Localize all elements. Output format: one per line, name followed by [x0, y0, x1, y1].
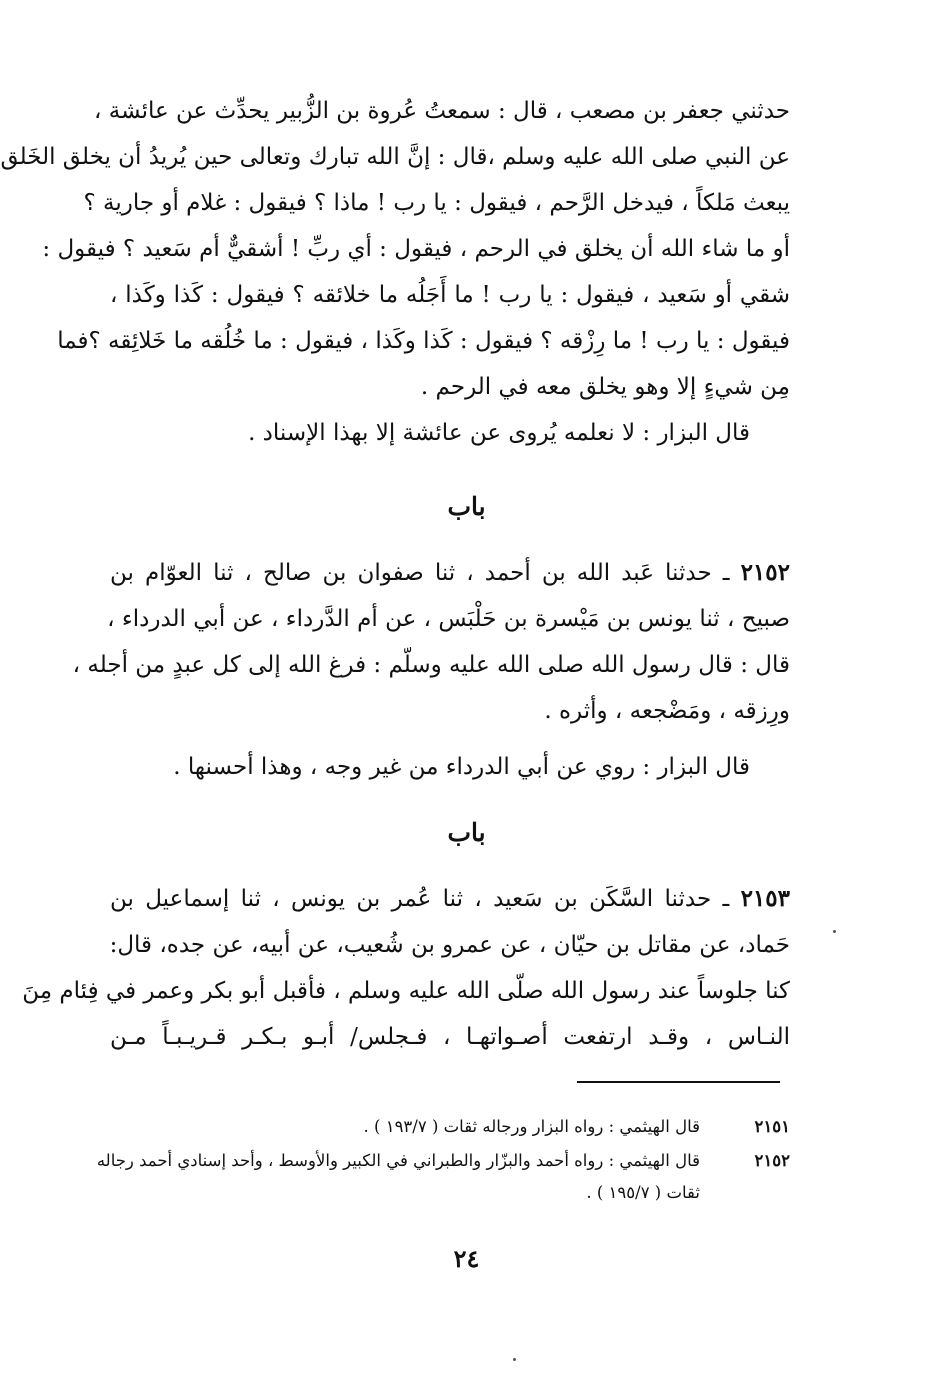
bazzar-note: قال البزار : روي عن أبي الدرداء من غير وجه ، وهذا أحسنها .	[173, 754, 750, 780]
footnote-text: قال الهيثمي : رواه البزار ورجاله ثقات ( ١٩٣/٧ ) .	[363, 1117, 700, 1136]
hadith-text: ـ حدثنا السَّكَن بن سَعيد ، ثنا عُمر بن يونس ، ثنا إسماعيل بن	[110, 886, 730, 912]
text-line: حَماد، عن مقاتل بن حيّان ، عن عمرو بن شُعيب، عن أبيه، عن جده، قال:	[109, 932, 790, 958]
scan-speck	[513, 1358, 516, 1361]
chapter-heading: باب	[447, 492, 486, 521]
text-line	[110, 550, 790, 596]
text-line: النـاس ، وقـد ارتفعت أصـواتهـا ، فـجلس/ أبـو بـكـر قـريـبـاً مـن	[110, 1024, 790, 1050]
text-line: ورِزقه ، ومَضْجعه ، وأثره .	[544, 698, 790, 724]
hadith-text: ـ حدثنا عَبد الله بن أحمد ، ثنا صفوان بن صالح ، ثنا العوّام بن	[110, 560, 730, 586]
chapter-heading: باب	[447, 818, 486, 847]
text-line: كنا جلوساً عند رسول الله صلّى الله عليه وسلم ، فأقبل أبو بكر وعمر في فِئام مِنَ	[22, 978, 790, 1004]
footnote-number: ٢١٥٢	[754, 1151, 790, 1170]
bazzar-note: قال البزار : لا نعلمه يُروى عن عائشة إلا بهذا الإسناد .	[248, 420, 750, 446]
text-line: فيقول : يا رب ! ما رِزْقه ؟ فيقول : كَذا وكَذا ، فيقول : ما خُلُقه ما خَلائِقه ؟فما	[57, 328, 790, 354]
footnote	[130, 1112, 790, 1142]
hadith-2152	[72, 550, 790, 734]
footnote-text: قال الهيثمي : رواه أحمد والبزّار والطبراني في الكبير والأوسط ، وأحد إسنادي أحمد رجاله	[96, 1151, 700, 1170]
hadith-number: ٢١٥٢	[740, 559, 790, 586]
text-line: عن النبي صلى الله عليه وسلم ،قال : إنَّ الله تبارك وتعالى حين يُريدُ أن يخلق الخَلق	[0, 144, 790, 170]
hadith-2152-note	[110, 744, 790, 790]
hadith-number: ٢١٥٣	[740, 885, 790, 912]
scan-speck	[833, 930, 836, 933]
text-line	[110, 876, 790, 922]
footnote-separator	[577, 1081, 780, 1083]
footnote-continuation	[130, 1178, 790, 1208]
footnote-number: ٢١٥١	[754, 1117, 790, 1136]
page-number: ٢٤	[453, 1244, 480, 1273]
footnote-text: ثقات ( ١٩٥/٧ ) .	[586, 1183, 700, 1202]
text-line: صبيح ، ثنا يونس بن مَيْسرة بن حَلْبَس ، عن أم الدَّرداء ، عن أبي الدرداء ،	[107, 606, 790, 632]
hadith-2151-text	[0, 88, 790, 456]
text-line: أو ما شاء الله أن يخلق في الرحم ، فيقول : أي ربِّ ! أشقيٌّ أم سَعيد ؟ فيقول :	[42, 236, 790, 262]
footnote	[96, 1146, 790, 1176]
text-line: مِن شيءٍ إلا وهو يخلق معه في الرحم .	[420, 374, 790, 400]
text-line: شقي أو سَعيد ، فيقول : يا رب ! ما أَجَلُه ما خلائقه ؟ فيقول : كَذا وكَذا ،	[110, 282, 790, 308]
text-line: يبعث مَلكاً ، فيدخل الرَّحم ، فيقول : يا رب ! ماذا ؟ فيقول : غلام أو جارية ؟	[83, 190, 790, 216]
text-line: قال : قال رسول الله صلى الله عليه وسلّم : فرغ الله إلى كل عبدٍ من أجله ،	[72, 652, 790, 678]
text-line: حدثني جعفر بن مصعب ، قال : سمعتُ عُروة بن الزُّبير يحدِّث عن عائشة ،	[94, 98, 790, 124]
hadith-2153	[22, 876, 790, 1060]
